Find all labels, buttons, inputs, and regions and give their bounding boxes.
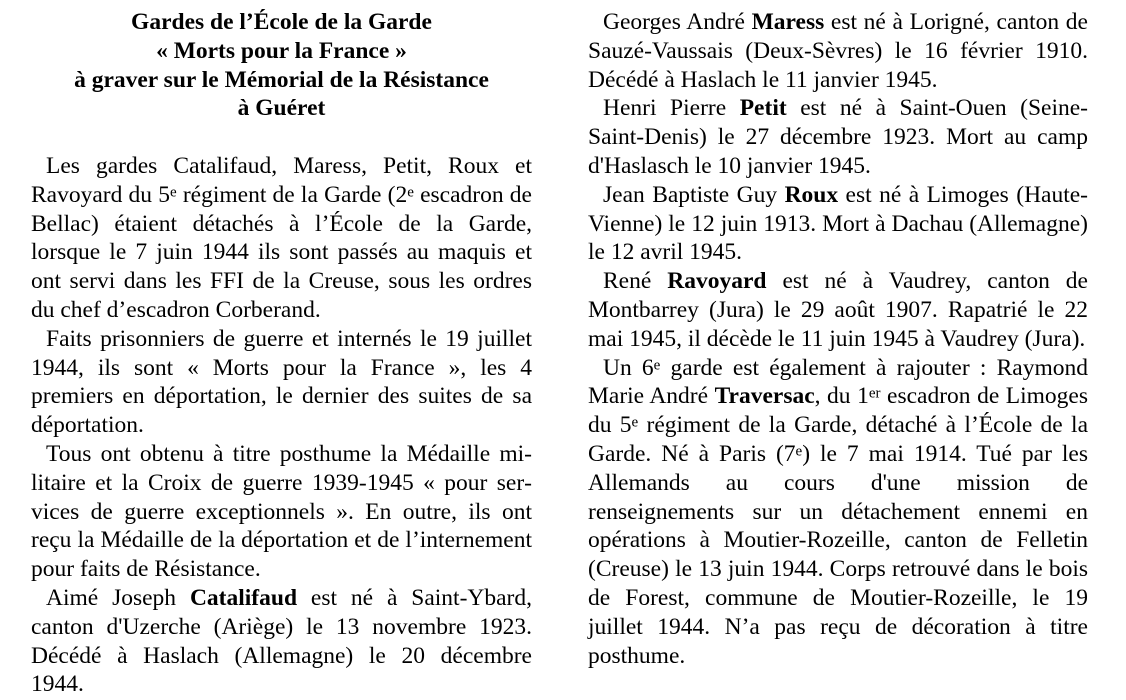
title-line-4: à Guéret [237,95,326,122]
paragraph [31,325,532,440]
right-column [588,8,1088,700]
text-run: garde est également à rajouter : Raymond Marie André [588,354,1088,410]
paragraph [31,440,532,584]
paragraph [588,94,1088,180]
document-title [31,8,532,123]
text-run: Tous ont obtenu à titre posthume la Médaille militaire et la Croix de guerre 1939-1945 « pour services de guerre exceptionnels ». En outre, ils ont reçu la Médaille de la déportation et de l’internement pour faits de Résistance. [31,440,532,583]
ordinal-superscript: e [795,443,803,460]
text-run: , du 1 [814,383,869,410]
ordinal-superscript: er [868,385,881,402]
text-run: régiment de la Garde, détaché à l’École de la Garde. Né à Paris (7 [588,412,1088,467]
text-run: est né à Saint-Ybard, canton d'Uzerche (Ariège) le 13 novembre 1923. Décédé à Haslach (Allemagne) le 20 décembre 1944. [31,584,533,698]
paragraph [31,152,532,325]
person-name-bold: Traversac [714,383,815,410]
ordinal-superscript: e [653,356,661,373]
paragraph [588,181,1088,267]
text-run: est né à Limoges (Haute-Vienne) le 12 juin 1913. Mort à Dachau (Allemagne) le 12 avril 1945. [588,181,1089,266]
text-run: Henri Pierre [603,95,740,122]
paragraph [588,8,1088,94]
ordinal-superscript: e [169,184,177,201]
person-name-bold: Petit [739,95,787,122]
text-run: est né à Saint-Ouen (Seine-Saint-Denis) le 27 décembre 1923. Mort au camp d'Haslasch le 10 janvier 1945. [588,95,1088,179]
right-column-text [588,8,1088,670]
person-name-bold: Catalifaud [189,584,298,611]
title-line-1: Gardes de l’École de la Garde [131,9,432,35]
text-run: ) le 7 mai 1914. Tué par les Allemands au cours d'une mission de renseignements sur un détachement ennemi en opérations à Moutier-Rozeille, canton de Felletin (Creuse) le 13 juin 1944. Corps retrouvé dans le bois de Forest, commune de Moutier-Rozeille, le 19 juillet 1944. N’a pas reçu de décoration à titre posthume. [588,440,1088,669]
paragraph [31,584,532,699]
title-line-2: « Morts pour la France » [156,37,407,64]
text-run: escadron de Limoges du 5 [588,383,1089,439]
person-name-bold: Maress [751,9,825,35]
text-run: est né à Lorigné, canton de Sauzé-Vaussais (Deux-Sèvres) le 16 février 1910. Décédé à Haslach le 11 janvier 1945. [588,9,1088,93]
person-name-bold: Ravoyard [667,268,767,295]
paragraph [588,354,1088,671]
text-run: est né à Vaudrey, canton de Montbarrey (Jura) le 29 août 1907. Rapatrié le 22 mai 1945, il décède le 11 juin 1945 à Vaudrey (Jura). [588,268,1088,352]
ordinal-superscript: e [407,184,414,201]
left-column [31,8,532,700]
text-run: Un 6 [603,354,654,381]
text-run: René [603,268,668,295]
text-run: Aimé Joseph [46,584,190,611]
title-line-3: à graver sur le Mémorial de la Résistance [74,66,489,93]
text-run: régiment de la Garde (2 [176,181,408,208]
paragraph [588,267,1088,353]
text-run: Les gardes Catalifaud, Maress, Petit, Roux et Ravoyard du 5 [31,152,532,208]
text-run: escadron de Bellac) étaient détachés à l’École de la Garde, lorsque le 7 juin 1944 ils sont passés au maquis et ont servi dans les FFI de la Creuse, sous les ordres du chef d’escadron Corberand. [31,181,532,323]
left-column-text [31,152,532,699]
text-run: Jean Baptiste Guy [603,181,785,208]
ordinal-superscript: e [631,414,639,431]
person-name-bold: Roux [784,181,839,208]
text-run: Georges André [603,9,752,35]
text-run: Faits prisonniers de guerre et internés le 19 juillet 1944, ils sont « Morts pour la France », les 4 premiers en déportation, le dernier des suites de sa déportation. [31,325,532,439]
